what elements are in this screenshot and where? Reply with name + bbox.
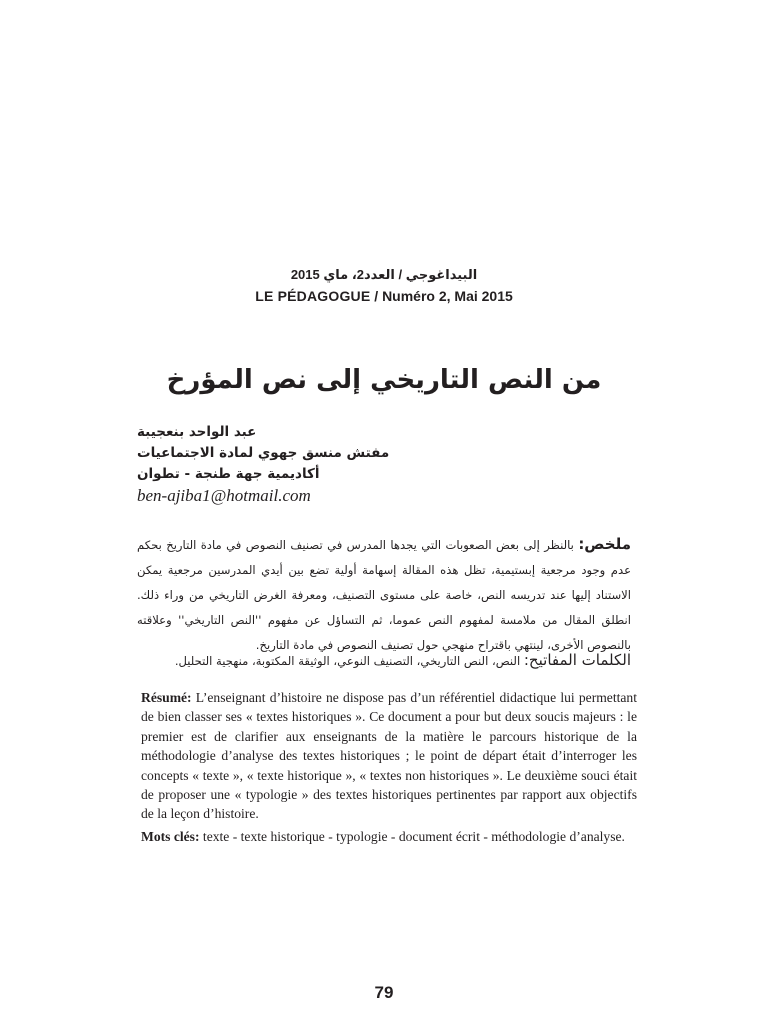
keywords-french xyxy=(141,827,637,846)
abstract-french xyxy=(141,688,637,824)
journal-title-arabic: البيداغوجي / العدد2، ماي 2015 xyxy=(290,267,478,282)
keywords-arabic-text: النص، النص التاريخي، التصنيف النوعي، الوثيقة المكتوبة، منهجية التحليل. xyxy=(174,654,524,668)
author-affiliation: أكاديمية جهة طنجة - تطوان xyxy=(137,466,320,482)
journal-name: LE PÉDAGOGUE xyxy=(255,288,371,304)
article-title: من النص التاريخي إلى نص المؤرخ xyxy=(166,365,602,395)
journal-title-french xyxy=(0,286,768,306)
keywords-arabic-label: الكلمات المفاتيح: xyxy=(523,651,631,669)
abstract-french-text: L’enseignant d’histoire ne dispose pas d’un référentiel didactique lui permettant de bien classer ses « textes historiques ». Ce document a pour but deux soucis majeurs : le premier est de clarifier aux enseignants de la matière le parcours historique de la méthodologie d’analyse des textes historiques ; le point de départ était d’interroger les concepts « texte », « texte historique », « textes non historiques ». Le deuxième souci était de proposer une « typologie » des textes historiques pertinentes par rapport aux objectifs de la leçon d’histoire. xyxy=(141,690,637,822)
author-name: عبد الواحد بنعجيبة xyxy=(137,424,257,440)
abstract-arabic xyxy=(137,532,631,658)
abstract-arabic-text: بالنظر إلى بعض الصعوبات التي يجدها المدرس في تصنيف النصوص في مادة التاريخ بحكم عدم وجود مرجعية إبستيمية، تظل هذه المقالة إسهامة أولية تضع بين أيدي المدرسين مرجعية يمكن الاستناد إليها عند تدريسه النص، خاصة على مستوى التصنيف، ومعرفة الغرض التاريخي من وراء ذلك. انطلق المقال من ملامسة لمفهوم النص عموما، ثم التساؤل عن مفهوم ''النص التاريخي'' وعلاقته بالنصوص الأخرى، لينتهي باقتراح منهجي حول تصنيف النصوص في مادة التاريخ. xyxy=(137,538,631,652)
keywords-arabic xyxy=(137,648,631,673)
keywords-french-label: Mots clés: xyxy=(141,829,200,844)
page-number: 79 xyxy=(374,983,394,1002)
author-position: مفتش منسق جهوي لمادة الاجتماعيات xyxy=(137,445,390,461)
abstract-arabic-label: ملخص: xyxy=(578,535,631,553)
header-separator: / xyxy=(370,288,383,304)
abstract-french-label: Résumé: xyxy=(141,690,192,705)
author-block xyxy=(137,422,557,507)
running-header xyxy=(0,266,768,306)
author-email: ben-ajiba1@hotmail.com xyxy=(137,486,311,505)
keywords-french-text: texte - texte historique - typologie - document écrit - méthodologie d’analyse. xyxy=(199,829,625,844)
journal-issue: Numéro 2, Mai 2015 xyxy=(382,288,513,304)
